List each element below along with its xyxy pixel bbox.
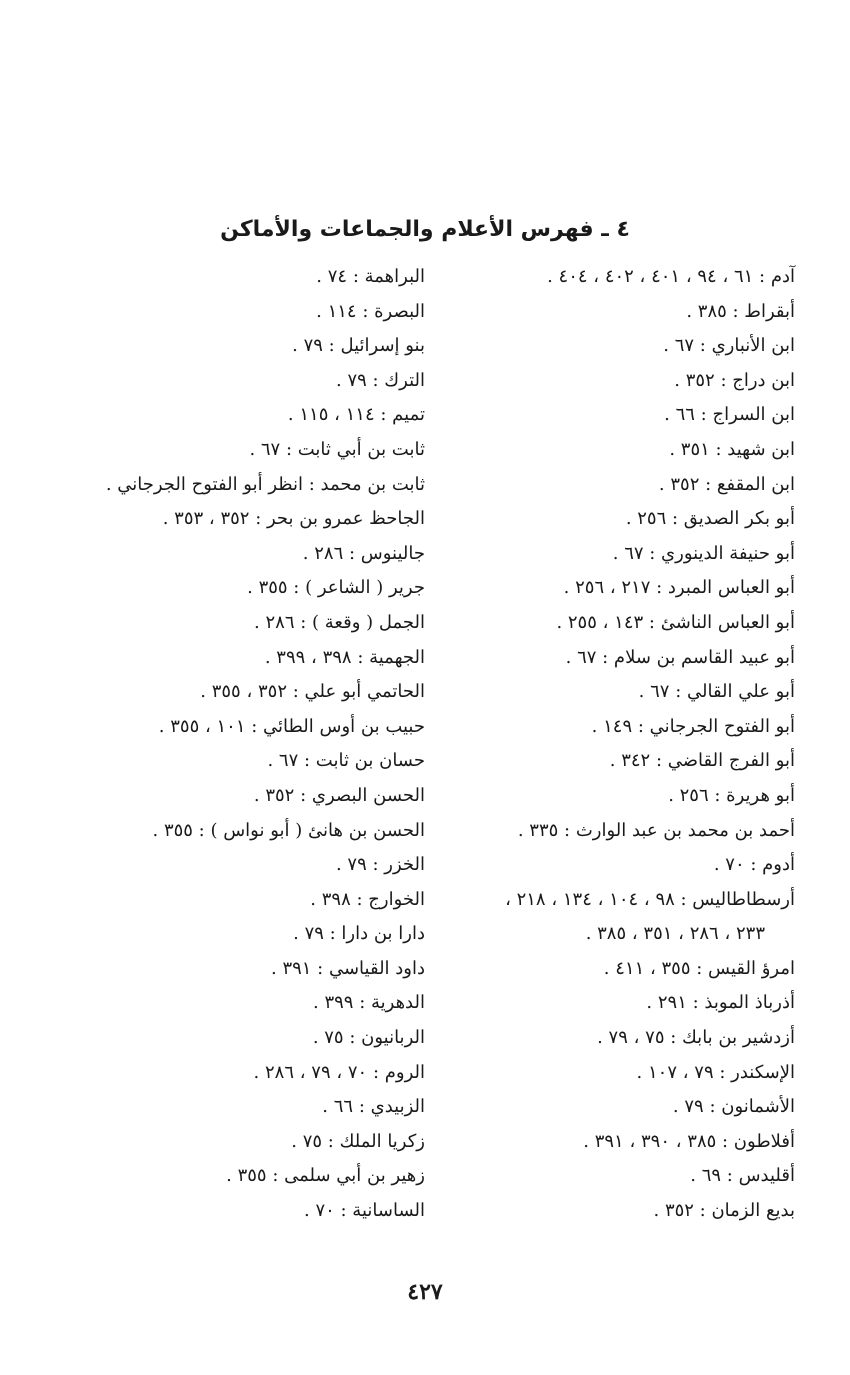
index-entry: حبيب بن أوس الطائي : ١٠١ ، ٣٥٥ . (158, 715, 425, 737)
index-entry: بديع الزمان : ٣٥٢ . (653, 1200, 795, 1222)
index-entry: الروم : ٧٠ ، ٧٩ ، ٢٨٦ . (253, 1061, 425, 1083)
index-entry: أدوم : ٧٠ . (713, 854, 795, 876)
index-entry: الترك : ٧٩ . (336, 369, 425, 391)
index-entry: داود القياسي : ٣٩١ . (270, 957, 425, 979)
index-entry: الدهرية : ٣٩٩ . (313, 992, 425, 1014)
index-entry: ثابت بن محمد : انظر أبو الفتوح الجرجاني . (105, 473, 425, 495)
index-entry: ابن شهيد : ٣٥١ . (669, 438, 795, 460)
index-entry: بنو إسرائيل : ٧٩ . (292, 335, 425, 357)
page-number: ٤٢٧ (407, 1279, 443, 1305)
index-column-left (80, 260, 425, 1229)
index-entry: زهير بن أبي سلمى : ٣٥٥ . (226, 1165, 425, 1187)
index-entry: أبو العباس المبرد : ٢١٧ ، ٢٥٦ . (563, 577, 795, 599)
index-entry: ابن المقفع : ٣٥٢ . (658, 473, 795, 495)
index-entry: أذرباذ الموبذ : ٢٩١ . (646, 992, 795, 1014)
index-entry: أبو بكر الصديق : ٢٥٦ . (625, 508, 795, 530)
index-entry: امرؤ القيس : ٣٥٥ ، ٤١١ . (603, 957, 795, 979)
index-entry: الربانيون : ٧٥ . (312, 1027, 425, 1049)
index-entry: أبو هريرة : ٢٥٦ . (668, 784, 795, 806)
index-entry: أبو العباس الناشئ : ١٤٣ ، ٢٥٥ . (556, 611, 795, 633)
index-entry: أبو علي القالي : ٦٧ . (638, 681, 795, 703)
index-entry: تميم : ١١٤ ، ١١٥ . (287, 404, 425, 426)
index-entry: أحمد بن محمد بن عبد الوارث : ٣٣٥ . (517, 819, 795, 841)
index-entry: أفلاطون : ٣٨٥ ، ٣٩٠ ، ٣٩١ . (583, 1130, 795, 1152)
index-entry: أزدشير بن بابك : ٧٥ ، ٧٩ . (597, 1027, 795, 1049)
index-entry: زكريا الملك : ٧٥ . (291, 1130, 425, 1152)
index-entry: أبو عبيد القاسم بن سلام : ٦٧ . (565, 646, 795, 668)
index-entry: الإسكندر : ٧٩ ، ١٠٧ . (636, 1061, 795, 1083)
index-entry: آدم : ٦١ ، ٩٤ ، ٤٠١ ، ٤٠٢ ، ٤٠٤ . (547, 266, 795, 287)
index-entry: جرير ( الشاعر ) : ٣٥٥ . (247, 577, 425, 599)
index-entry: أقليدس : ٦٩ . (690, 1165, 795, 1187)
page-title: ٤ ـ فهرس الأعلام والجماعات والأماكن (220, 217, 630, 242)
index-entry-continuation: ٢٣٣ ، ٢٨٦ ، ٣٥١ ، ٣٨٥ . (585, 923, 765, 945)
index-entry: الحسن بن هانئ ( أبو نواس ) : ٣٥٥ . (152, 819, 425, 841)
index-entry: أبو الفتوح الجرجاني : ١٤٩ . (591, 715, 795, 737)
index-entry: البصرة : ١١٤ . (316, 300, 425, 322)
index-entry: الخوارج : ٣٩٨ . (310, 888, 425, 910)
index-entry: الخزر : ٧٩ . (335, 854, 425, 876)
index-entry: الزبيدي : ٦٦ . (322, 1096, 425, 1118)
index-entry: الساسانية : ٧٠ . (304, 1200, 425, 1222)
index-entry: ابن الأنباري : ٦٧ . (663, 335, 795, 357)
index-entry: أبقراط : ٣٨٥ . (686, 300, 795, 322)
index-entry: الجهمية : ٣٩٨ ، ٣٩٩ . (264, 646, 425, 668)
index-entry: جالينوس : ٢٨٦ . (302, 542, 425, 564)
index-entry: الجمل ( وقعة ) : ٢٨٦ . (254, 611, 425, 633)
index-entry: ثابت بن أبي ثابت : ٦٧ . (249, 438, 425, 460)
index-entry: البراهمة : ٧٤ . (316, 266, 425, 287)
index-entry: ابن السراج : ٦٦ . (664, 404, 795, 426)
index-entry: أرسطاطاليس : ٩٨ ، ١٠٤ ، ١٣٤ ، ٢١٨ ، (505, 888, 795, 910)
index-entry: ابن دراج : ٣٥٢ . (674, 369, 795, 391)
index-column-right (435, 260, 795, 1229)
index-entry: أبو حنيفة الدينوري : ٦٧ . (612, 542, 795, 564)
index-entry: الحاتمي أبو علي : ٣٥٢ ، ٣٥٥ . (200, 681, 425, 703)
index-entry: الأشمانون : ٧٩ . (672, 1096, 795, 1118)
index-entry: الجاحظ عمرو بن بحر : ٣٥٢ ، ٣٥٣ . (162, 508, 425, 530)
index-entry: الحسن البصري : ٣٥٢ . (253, 784, 425, 806)
index-entry: أبو الفرج القاضي : ٣٤٢ . (609, 750, 795, 772)
index-entry: حسان بن ثابت : ٦٧ . (267, 750, 425, 772)
index-entry: دارا بن دارا : ٧٩ . (293, 923, 425, 945)
